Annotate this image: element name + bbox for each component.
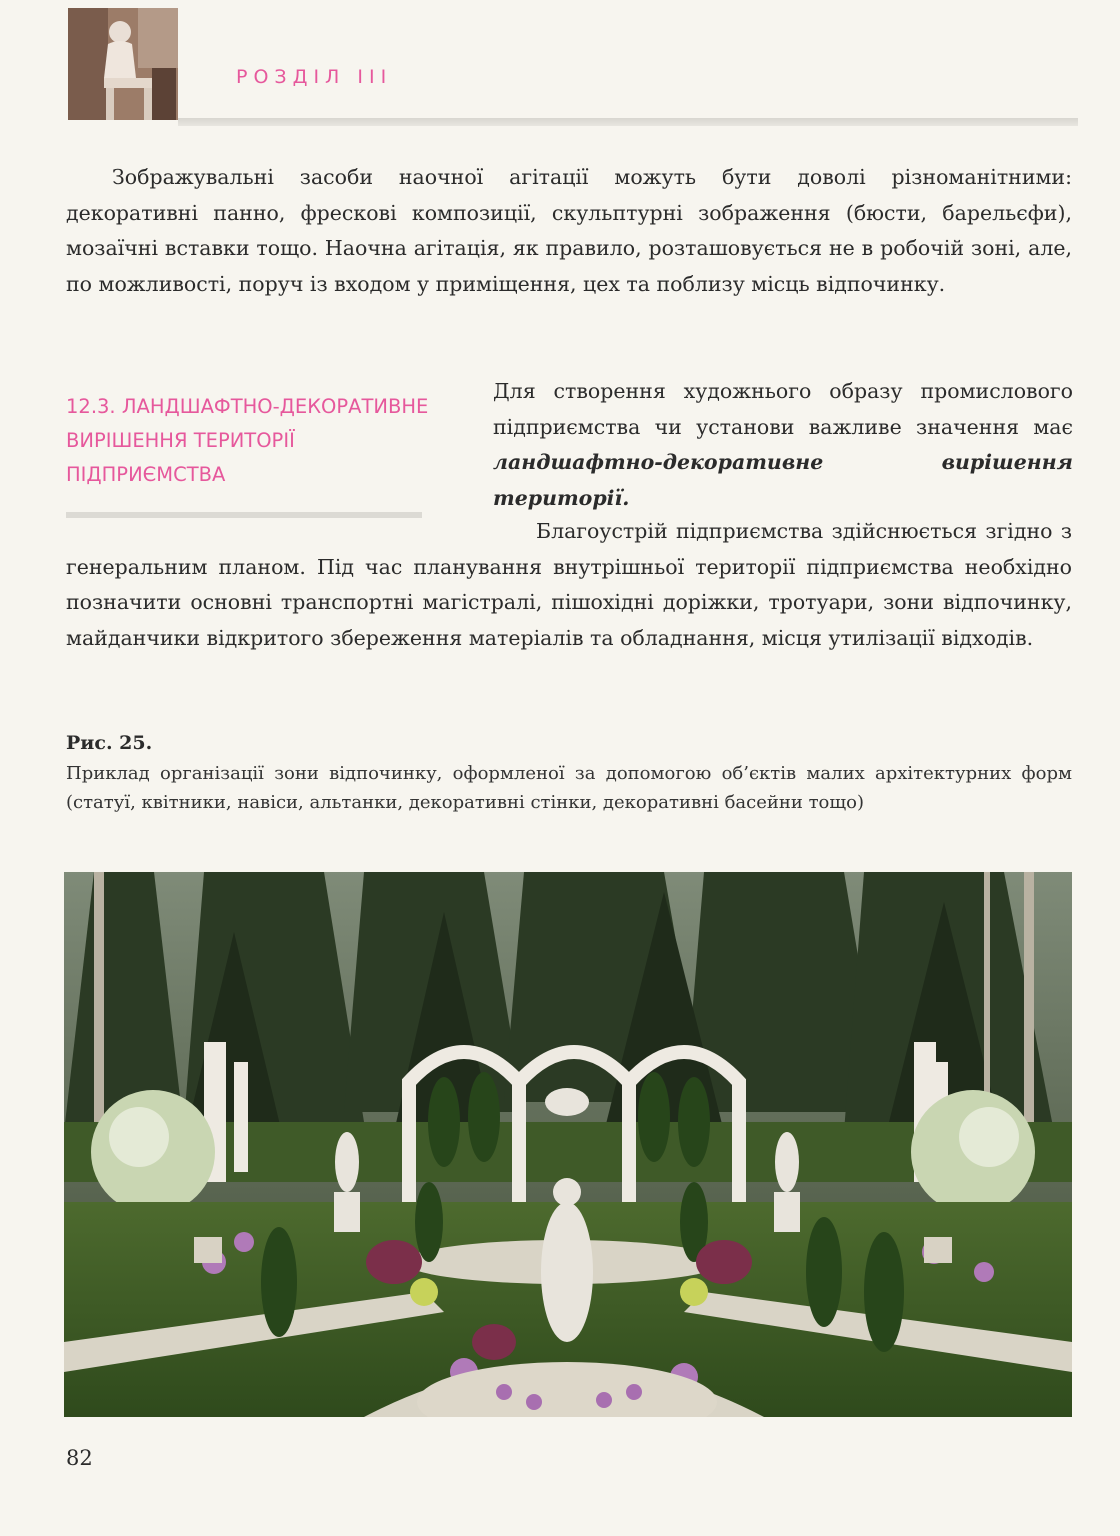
section-label: РОЗДІЛ ІІІ bbox=[236, 66, 393, 88]
garden-photo bbox=[64, 872, 1072, 1417]
figure-caption: Приклад організації зони відпочинку, оформленої за допомогою об’єктів малих архітектурних форм (статуї, квітники, навіси, альтанки, декоративні стінки, декоративні басейни тощо) bbox=[66, 763, 1072, 813]
section-header-image bbox=[68, 8, 178, 120]
section-heading: 12.3. ЛАНДШАФТНО-ДЕКОРАТИВНЕ ВИРІШЕННЯ ТЕРИТОРІЇ ПІДПРИЄМСТВА bbox=[66, 395, 429, 486]
figure-label: Рис. 25. bbox=[66, 732, 153, 754]
header-divider bbox=[178, 118, 1078, 126]
lead-text: Для створення художнього образу промислового підприємства чи установи важливе значення має bbox=[493, 379, 1073, 439]
intro-paragraph: Зображувальні засоби наочної агітації можуть бути доволі різноманітними: декоративні панно, фрескові композиції, скульптурні зображення (бюсти, барельєфи), мозаїчні вставки тощо. Наочна агітація, як правило, розташовується не в робочій зоні, але, по можливості, поруч із входом у приміщення, цех та поблизу місць відпочинку. bbox=[66, 165, 1072, 296]
improvement-paragraph bbox=[66, 514, 1072, 656]
garden-illustration bbox=[64, 872, 1072, 1417]
section-lead-paragraph bbox=[493, 374, 1073, 516]
page-number: 82 bbox=[66, 1446, 93, 1470]
seated-figure-illustration bbox=[68, 8, 178, 120]
improvement-text: Благоустрій підприємства здійснюється згідно з генеральним планом. Під час планування внутрішньої території підприємства необхідно позначити основні транспортні магістралі, пішохідні доріжки, тротуари, зони відпочинку, майданчики відкритого збереження матеріалів та обладнання, місця утилізації відходів. bbox=[66, 519, 1072, 650]
lead-emphasis: ландшафтно-декоративне вирішення території. bbox=[493, 450, 1073, 510]
